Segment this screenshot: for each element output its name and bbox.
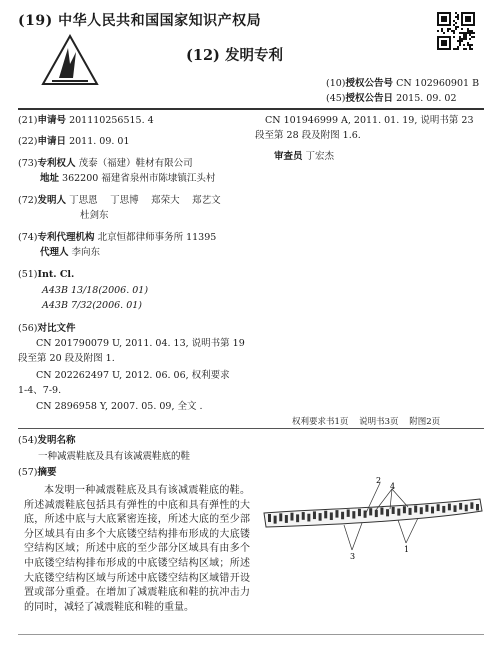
sole-hollow-cell <box>358 509 361 516</box>
sole-hollow-cell <box>386 509 389 516</box>
app-no-row <box>18 114 154 127</box>
filing-date-row <box>18 135 130 148</box>
patentee-value: 茂泰（福建）鞋材有限公司 <box>78 158 193 169</box>
patentee-row <box>18 157 193 170</box>
cited-row <box>18 322 76 335</box>
sole-hollow-cell <box>341 512 344 519</box>
examiner-label: 审查员 <box>274 151 303 162</box>
filing-date-label: 申请日 <box>37 136 67 147</box>
field12-code: (12) <box>186 47 220 64</box>
sole-hollow-cell <box>302 512 305 520</box>
title-code: (54) <box>18 435 38 446</box>
field10-code: (10) <box>326 78 346 89</box>
sole-hollow-cell <box>454 505 457 512</box>
examiner-value: 丁宏杰 <box>305 151 335 162</box>
invention-title: 一种减震鞋底及具有该减震鞋底的鞋 <box>38 451 191 462</box>
sole-hollow-cell <box>392 507 395 514</box>
section-rule <box>18 428 484 429</box>
cited-right-line2: 段至第 28 段及附图 1.6. <box>255 130 361 141</box>
address-label: 地址 <box>40 173 60 184</box>
field19-code: (19) <box>18 13 53 29</box>
header-office <box>18 10 261 30</box>
figure-label-4: 4 <box>390 482 396 491</box>
inventors-row <box>18 194 221 207</box>
agent-value: 李向东 <box>71 247 101 258</box>
address-value: 362200 福建省泉州市陈埭镇江头村 <box>62 173 216 184</box>
sole-hollow-cell <box>330 512 333 520</box>
int-cl-row <box>18 268 74 281</box>
footer-rule <box>18 634 484 635</box>
title-label: 发明名称 <box>37 435 76 446</box>
sole-hollow-cell <box>425 505 428 512</box>
field45-row <box>326 92 457 105</box>
cited-line4: 1-4、7-9. <box>18 385 62 396</box>
agency-row <box>18 231 216 244</box>
abstract-label-row <box>18 466 57 479</box>
description-pages: 说明书3页 <box>359 417 399 427</box>
sole-hollow-cell <box>369 508 372 515</box>
app-no-label: 申请号 <box>37 115 67 126</box>
cited-line2: 段至第 20 段及附图 1. <box>18 353 115 364</box>
agency-value: 北京恒都律师事务所 11395 <box>97 232 217 243</box>
figure-label-1: 1 <box>404 545 410 554</box>
sole-hollow-cell <box>279 513 282 521</box>
field45-value: 2015. 09. 02 <box>396 93 457 104</box>
doc-type <box>186 44 283 65</box>
int-cl-label: Int. Cl. <box>37 269 75 280</box>
qr-code-icon <box>437 12 475 50</box>
agent-row <box>40 246 100 259</box>
abstract-text: 本发明一种减震鞋底及具有该减震鞋底的鞋。所述减震鞋底包括具有弹性的中底和具有弹性的大底，所述中底与大底紧密连接，所述大底的至少部分区域具有由多个大底镂空结构排布形成的大底镂空结构区域；所述中底的至少部分区域具有由多个中底镂空结构排布形成的中底镂空结构区域；所述大底镂空结构区域与所述中底镂空结构区域错开设置或部分重叠。在增加了减震鞋底和鞋的抗冲击力的同时，减轻了减震鞋底和鞋的重量。 <box>24 485 250 613</box>
header-rule <box>18 108 484 110</box>
field10-label: 授权公告号 <box>345 78 394 89</box>
sole-hollow-cell <box>347 509 350 516</box>
int-cl-item: A43B 13/18(2006. 01) <box>42 285 149 296</box>
inventors-label: 发明人 <box>37 195 67 206</box>
filing-date-value: 2011. 09. 01 <box>69 136 130 147</box>
shoe-sole-figure <box>258 475 486 565</box>
patent-office-emblem-icon <box>40 34 100 86</box>
patentee-label: 专利权人 <box>37 158 76 169</box>
sole-hollow-cell <box>319 513 322 521</box>
agency-label: 专利代理机构 <box>37 232 95 243</box>
sole-hollow-cell <box>375 510 378 517</box>
filing-date-code: (22) <box>18 136 38 147</box>
sole-hollow-cell <box>476 504 479 511</box>
sole-hollow-cell <box>335 510 338 518</box>
cited-label: 对比文件 <box>37 323 76 334</box>
agent-label: 代理人 <box>40 247 69 258</box>
figure-label-3: 3 <box>350 552 356 561</box>
sole-hollow-cell <box>414 506 417 513</box>
sole-hollow-cell <box>268 514 271 522</box>
sole-hollow-cell <box>448 504 451 511</box>
field10-row <box>326 77 479 90</box>
sole-hollow-cell <box>397 509 400 516</box>
sole-hollow-cell <box>470 502 473 509</box>
sole-hollow-cell <box>296 514 299 522</box>
sole-hollow-cell <box>409 508 412 515</box>
doc-type-label: 发明专利 <box>224 47 283 64</box>
int-cl-code: (51) <box>18 269 38 280</box>
cited-line3: CN 202262497 U, 2012. 06. 06, 权利要求 <box>36 370 230 381</box>
field10-value: CN 102960901 B <box>396 78 480 89</box>
cited-line1: CN 201790079 U, 2011. 04. 13, 说明书第 19 <box>36 338 245 349</box>
abstract-code: (57) <box>18 467 38 478</box>
sole-hollow-cell <box>352 511 355 518</box>
sole-hollow-cell <box>437 504 440 511</box>
patentee-code: (73) <box>18 158 38 169</box>
sole-hollow-cell <box>459 503 462 510</box>
sole-hollow-cell <box>313 511 316 519</box>
app-no-code: (21) <box>18 115 38 126</box>
cited-code: (56) <box>18 323 38 334</box>
sole-hollow-cell <box>324 511 327 519</box>
sole-hollow-cell <box>431 507 434 514</box>
app-no-value: 201110256515. 4 <box>69 115 154 126</box>
sole-hollow-cell <box>364 510 367 517</box>
sole-hollow-cell <box>442 506 445 513</box>
office-name: 中华人民共和国国家知识产权局 <box>58 13 262 29</box>
drawings-pages: 附图2页 <box>409 417 441 427</box>
inventors-line2: 杜剑东 <box>80 210 109 221</box>
page-counts <box>292 415 448 427</box>
field45-code: (45) <box>326 93 346 104</box>
agency-code: (74) <box>18 232 38 243</box>
title-label-row <box>18 434 76 447</box>
sole-hollow-cell <box>274 516 277 524</box>
sole-hollow-cell <box>307 514 310 522</box>
int-cl-item: A43B 7/32(2006. 01) <box>42 300 143 311</box>
sole-hollow-cell <box>285 515 288 523</box>
sole-hollow-cell <box>290 513 293 521</box>
cited-right-line1: CN 101946999 A, 2011. 01. 19, 说明书第 23 <box>265 115 474 126</box>
sole-hollow-cell <box>465 505 468 512</box>
inventors-code: (72) <box>18 195 38 206</box>
field45-label: 授权公告日 <box>345 93 394 104</box>
sole-hollow-cell <box>380 508 383 515</box>
sole-hollow-cell <box>403 506 406 513</box>
abstract-label: 摘要 <box>37 467 57 478</box>
figure-label-2: 2 <box>376 476 382 485</box>
examiner-row <box>274 150 334 163</box>
cited-line5: CN 2896958 Y, 2007. 05. 09, 全文 . <box>36 401 203 412</box>
address-row <box>40 172 215 185</box>
sole-hollow-cell <box>420 507 423 514</box>
claims-pages: 权利要求书1页 <box>292 417 349 427</box>
inventors-line1: 丁思恩 丁思博 郑荣大 郑艺文 <box>69 195 221 206</box>
